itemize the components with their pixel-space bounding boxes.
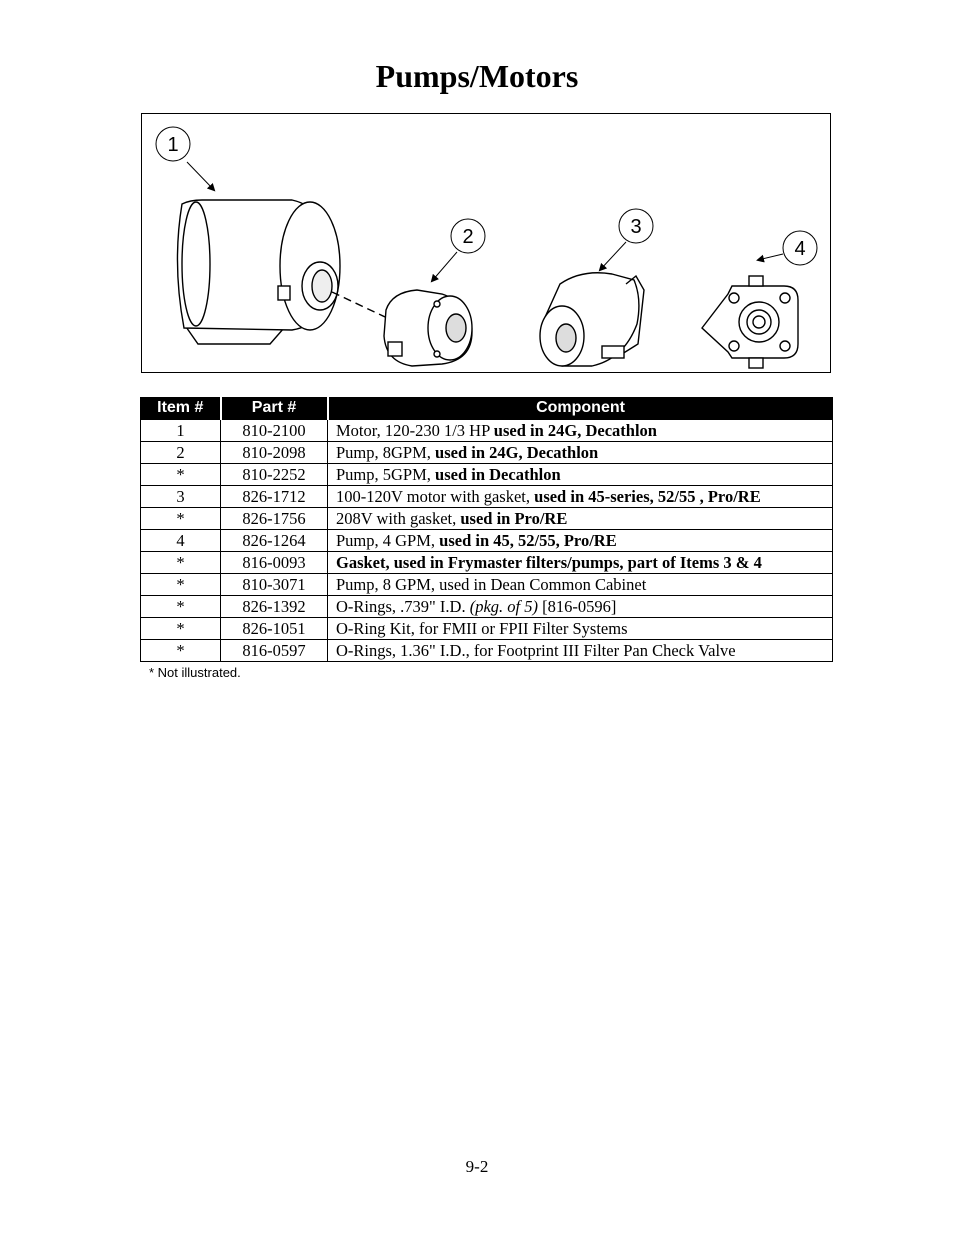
component-desc-text: O-Rings, 1.36" I.D., for Footprint III Filter Pan Check Valve <box>336 640 736 660</box>
component-cell <box>328 552 833 574</box>
parts-illustration <box>141 113 831 373</box>
callout-1-label: 1 <box>167 134 179 156</box>
pump-4gpm-drawing <box>702 276 798 368</box>
component-cell <box>328 640 833 662</box>
component-cell <box>328 574 833 596</box>
table-row <box>141 486 833 508</box>
header-part: Part # <box>221 397 328 420</box>
callout-2-label: 2 <box>462 226 474 248</box>
part-number-cell: 810-2252 <box>221 464 328 486</box>
table-header-row <box>141 397 833 420</box>
table-row <box>141 464 833 486</box>
part-number-cell: 826-1756 <box>221 508 328 530</box>
component-desc-text: Pump, 4 GPM, <box>336 530 440 550</box>
item-number-cell: * <box>141 464 221 486</box>
component-desc-text: Motor, 120-230 1/3 HP <box>336 420 494 440</box>
table-row <box>141 442 833 464</box>
part-number-cell: 826-1712 <box>221 486 328 508</box>
table-row <box>141 640 833 662</box>
callout-2 <box>432 219 485 281</box>
pump-8gpm-drawing <box>384 290 472 366</box>
part-number-cell: 816-0597 <box>221 640 328 662</box>
callout-1 <box>156 127 214 190</box>
component-desc-text: 208V with gasket, <box>336 508 461 528</box>
part-number-cell: 816-0093 <box>221 552 328 574</box>
callout-3 <box>600 209 653 270</box>
table-row <box>141 530 833 552</box>
part-number-cell: 826-1392 <box>221 596 328 618</box>
part-number-cell: 826-1264 <box>221 530 328 552</box>
component-desc-text: Pump, 8 GPM, used in Dean Common Cabinet <box>336 574 647 594</box>
parts-drawing <box>142 114 830 372</box>
item-number-cell: * <box>141 640 221 662</box>
component-cell <box>328 464 833 486</box>
motor-pump-assembly-drawing <box>540 273 644 366</box>
table-row <box>141 596 833 618</box>
item-number-cell: * <box>141 574 221 596</box>
component-bold-text: used in 24G, Decathlon <box>435 442 599 462</box>
component-cell <box>328 442 833 464</box>
component-cell <box>328 420 833 442</box>
component-cell <box>328 486 833 508</box>
component-bold-text: used in Decathlon <box>435 464 561 484</box>
header-component: Component <box>328 397 833 420</box>
part-number-cell: 826-1051 <box>221 618 328 640</box>
component-bold-text: used in 45, 52/55, Pro/RE <box>439 530 617 550</box>
component-desc-text: Pump, 5GPM, <box>336 464 436 484</box>
callout-4-label: 4 <box>794 238 806 260</box>
component-desc-text: O-Ring Kit, for FMII or FPII Filter Systems <box>336 618 628 638</box>
callout-4 <box>758 231 817 265</box>
motor-drawing <box>177 200 400 344</box>
table-row <box>141 552 833 574</box>
callout-3-label: 3 <box>630 216 642 238</box>
parts-table <box>140 397 833 662</box>
component-bold-text: Gasket, used in Frymaster filters/pumps, part of Items 3 & 4 <box>336 552 762 572</box>
table-row <box>141 420 833 442</box>
item-number-cell: 2 <box>141 442 221 464</box>
header-item: Item # <box>141 397 221 420</box>
component-cell <box>328 530 833 552</box>
item-number-cell: * <box>141 618 221 640</box>
part-number-cell: 810-3071 <box>221 574 328 596</box>
part-number-cell: 810-2100 <box>221 420 328 442</box>
table-row <box>141 508 833 530</box>
component-cell <box>328 596 833 618</box>
item-number-cell: * <box>141 596 221 618</box>
component-desc-text: 100-120V motor with gasket, <box>336 486 535 506</box>
component-desc-text: O-Rings, .739" I.D. <box>336 596 470 616</box>
item-number-cell: * <box>141 552 221 574</box>
page-number: 9-2 <box>465 1157 489 1176</box>
item-number-cell: 4 <box>141 530 221 552</box>
page-title: Pumps/Motors <box>375 58 579 94</box>
component-cell <box>328 618 833 640</box>
part-number-cell: 810-2098 <box>221 442 328 464</box>
component-after-text: [816-0596] <box>537 596 617 616</box>
component-bold-text: used in Pro/RE <box>460 508 568 528</box>
component-cell <box>328 508 833 530</box>
component-desc-text: Pump, 8GPM, <box>336 442 436 462</box>
component-italic-text: (pkg. of 5) <box>469 596 538 616</box>
item-number-cell: 1 <box>141 420 221 442</box>
footnote: * Not illustrated. <box>149 665 241 680</box>
component-bold-text: used in 45-series, 52/55 , Pro/RE <box>534 486 761 506</box>
item-number-cell: * <box>141 508 221 530</box>
component-bold-text: used in 24G, Decathlon <box>493 420 657 440</box>
item-number-cell: 3 <box>141 486 221 508</box>
table-row <box>141 574 833 596</box>
table-row <box>141 618 833 640</box>
